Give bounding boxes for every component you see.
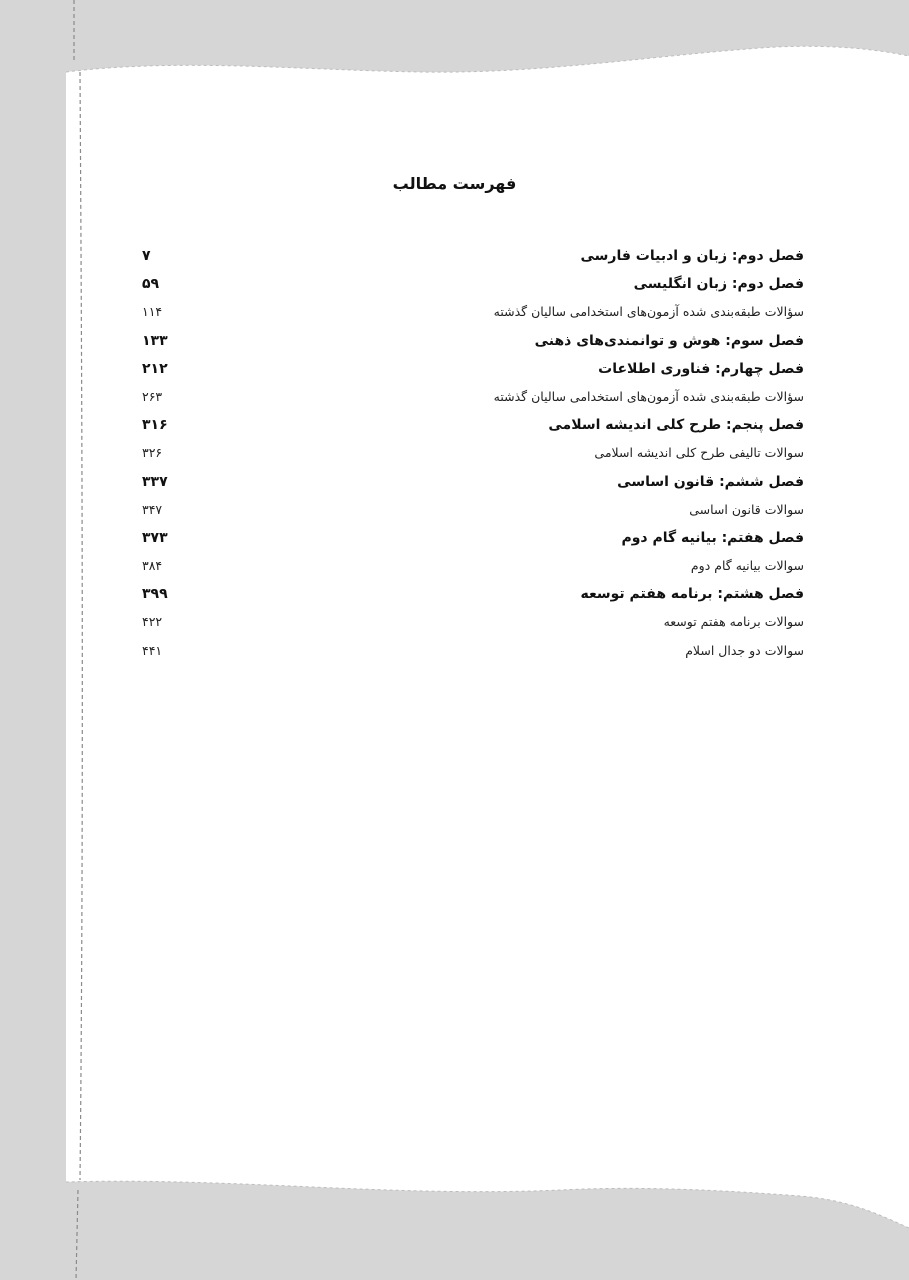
toc-entry-label: فصل دوم: زبان انگلیسی — [633, 276, 804, 293]
toc-entry-page: ۱۳۳ — [142, 332, 168, 349]
toc-row[interactable] — [140, 468, 804, 496]
toc-entry-page: ۳۱۶ — [142, 417, 168, 434]
toc-row[interactable] — [140, 355, 804, 383]
toc-row[interactable] — [140, 608, 804, 636]
toc-entry-label: فصل هشتم: برنامه هفتم توسعه — [580, 586, 804, 603]
toc-entry-page: ۲۶۳ — [142, 388, 163, 404]
toc-row[interactable] — [140, 552, 804, 580]
toc-entry-label: سؤالات طبقه‌بندی شده آزمون‌های استخدامی سالیان گذشته — [493, 304, 804, 320]
toc-title: فهرست مطالب — [392, 174, 517, 193]
toc-entry-page: ۳۳۷ — [142, 473, 168, 490]
toc-row[interactable] — [140, 411, 804, 439]
toc-entry-label: فصل ششم: قانون اساسی — [617, 473, 804, 490]
toc-entry-label: فصل هفتم: بیانیه گام دوم — [621, 529, 804, 546]
toc-entry-label: سوالات تالیفی طرح کلی اندیشه اسلامی — [594, 445, 804, 461]
toc-entry-page: ۴۲۲ — [142, 614, 163, 630]
toc-entry-label: سوالات دو جدال اسلام — [685, 642, 804, 658]
toc-row[interactable] — [140, 298, 804, 326]
toc-entry-page: ۳۸۴ — [142, 558, 163, 574]
toc-row[interactable] — [140, 242, 804, 270]
toc-row[interactable] — [140, 327, 804, 355]
table-of-contents — [140, 242, 804, 665]
toc-entry-page: ۴۴۱ — [142, 642, 163, 658]
toc-row[interactable] — [140, 580, 804, 608]
toc-entry-label: سوالات قانون اساسی — [689, 501, 804, 517]
toc-entry-label: فصل پنجم: طرح کلی اندیشه اسلامی — [548, 417, 804, 434]
toc-row[interactable] — [140, 383, 804, 411]
toc-entry-page: ۳۴۷ — [142, 501, 163, 517]
toc-row[interactable] — [140, 496, 804, 524]
toc-entry-label: فصل سوم: هوش و توانمندی‌های ذهنی — [534, 332, 804, 349]
toc-entry-page: ۳۲۶ — [142, 445, 163, 461]
toc-row[interactable] — [140, 270, 804, 298]
toc-entry-page: ۳۷۳ — [142, 529, 168, 546]
toc-entry-page: ۳۹۹ — [142, 586, 168, 603]
toc-row[interactable] — [140, 524, 804, 552]
toc-row[interactable] — [140, 439, 804, 467]
toc-entry-page: ۷ — [142, 248, 151, 264]
toc-entry-page: ۲۱۲ — [142, 360, 168, 377]
toc-entry-label: فصل چهارم: فناوری اطلاعات — [598, 360, 804, 377]
toc-entry-label: سوالات بیانیه گام دوم — [690, 558, 804, 574]
toc-entry-label: فصل دوم: زبان و ادبیات فارسی — [580, 248, 804, 264]
toc-entry-label: سوالات برنامه هفتم توسعه — [663, 614, 804, 630]
toc-entry-page: ۱۱۴ — [142, 304, 163, 320]
toc-row[interactable] — [140, 637, 804, 665]
toc-entry-page: ۵۹ — [142, 276, 160, 293]
toc-entry-label: سؤالات طبقه‌بندی شده آزمون‌های استخدامی سالیان گذشته — [493, 388, 804, 404]
